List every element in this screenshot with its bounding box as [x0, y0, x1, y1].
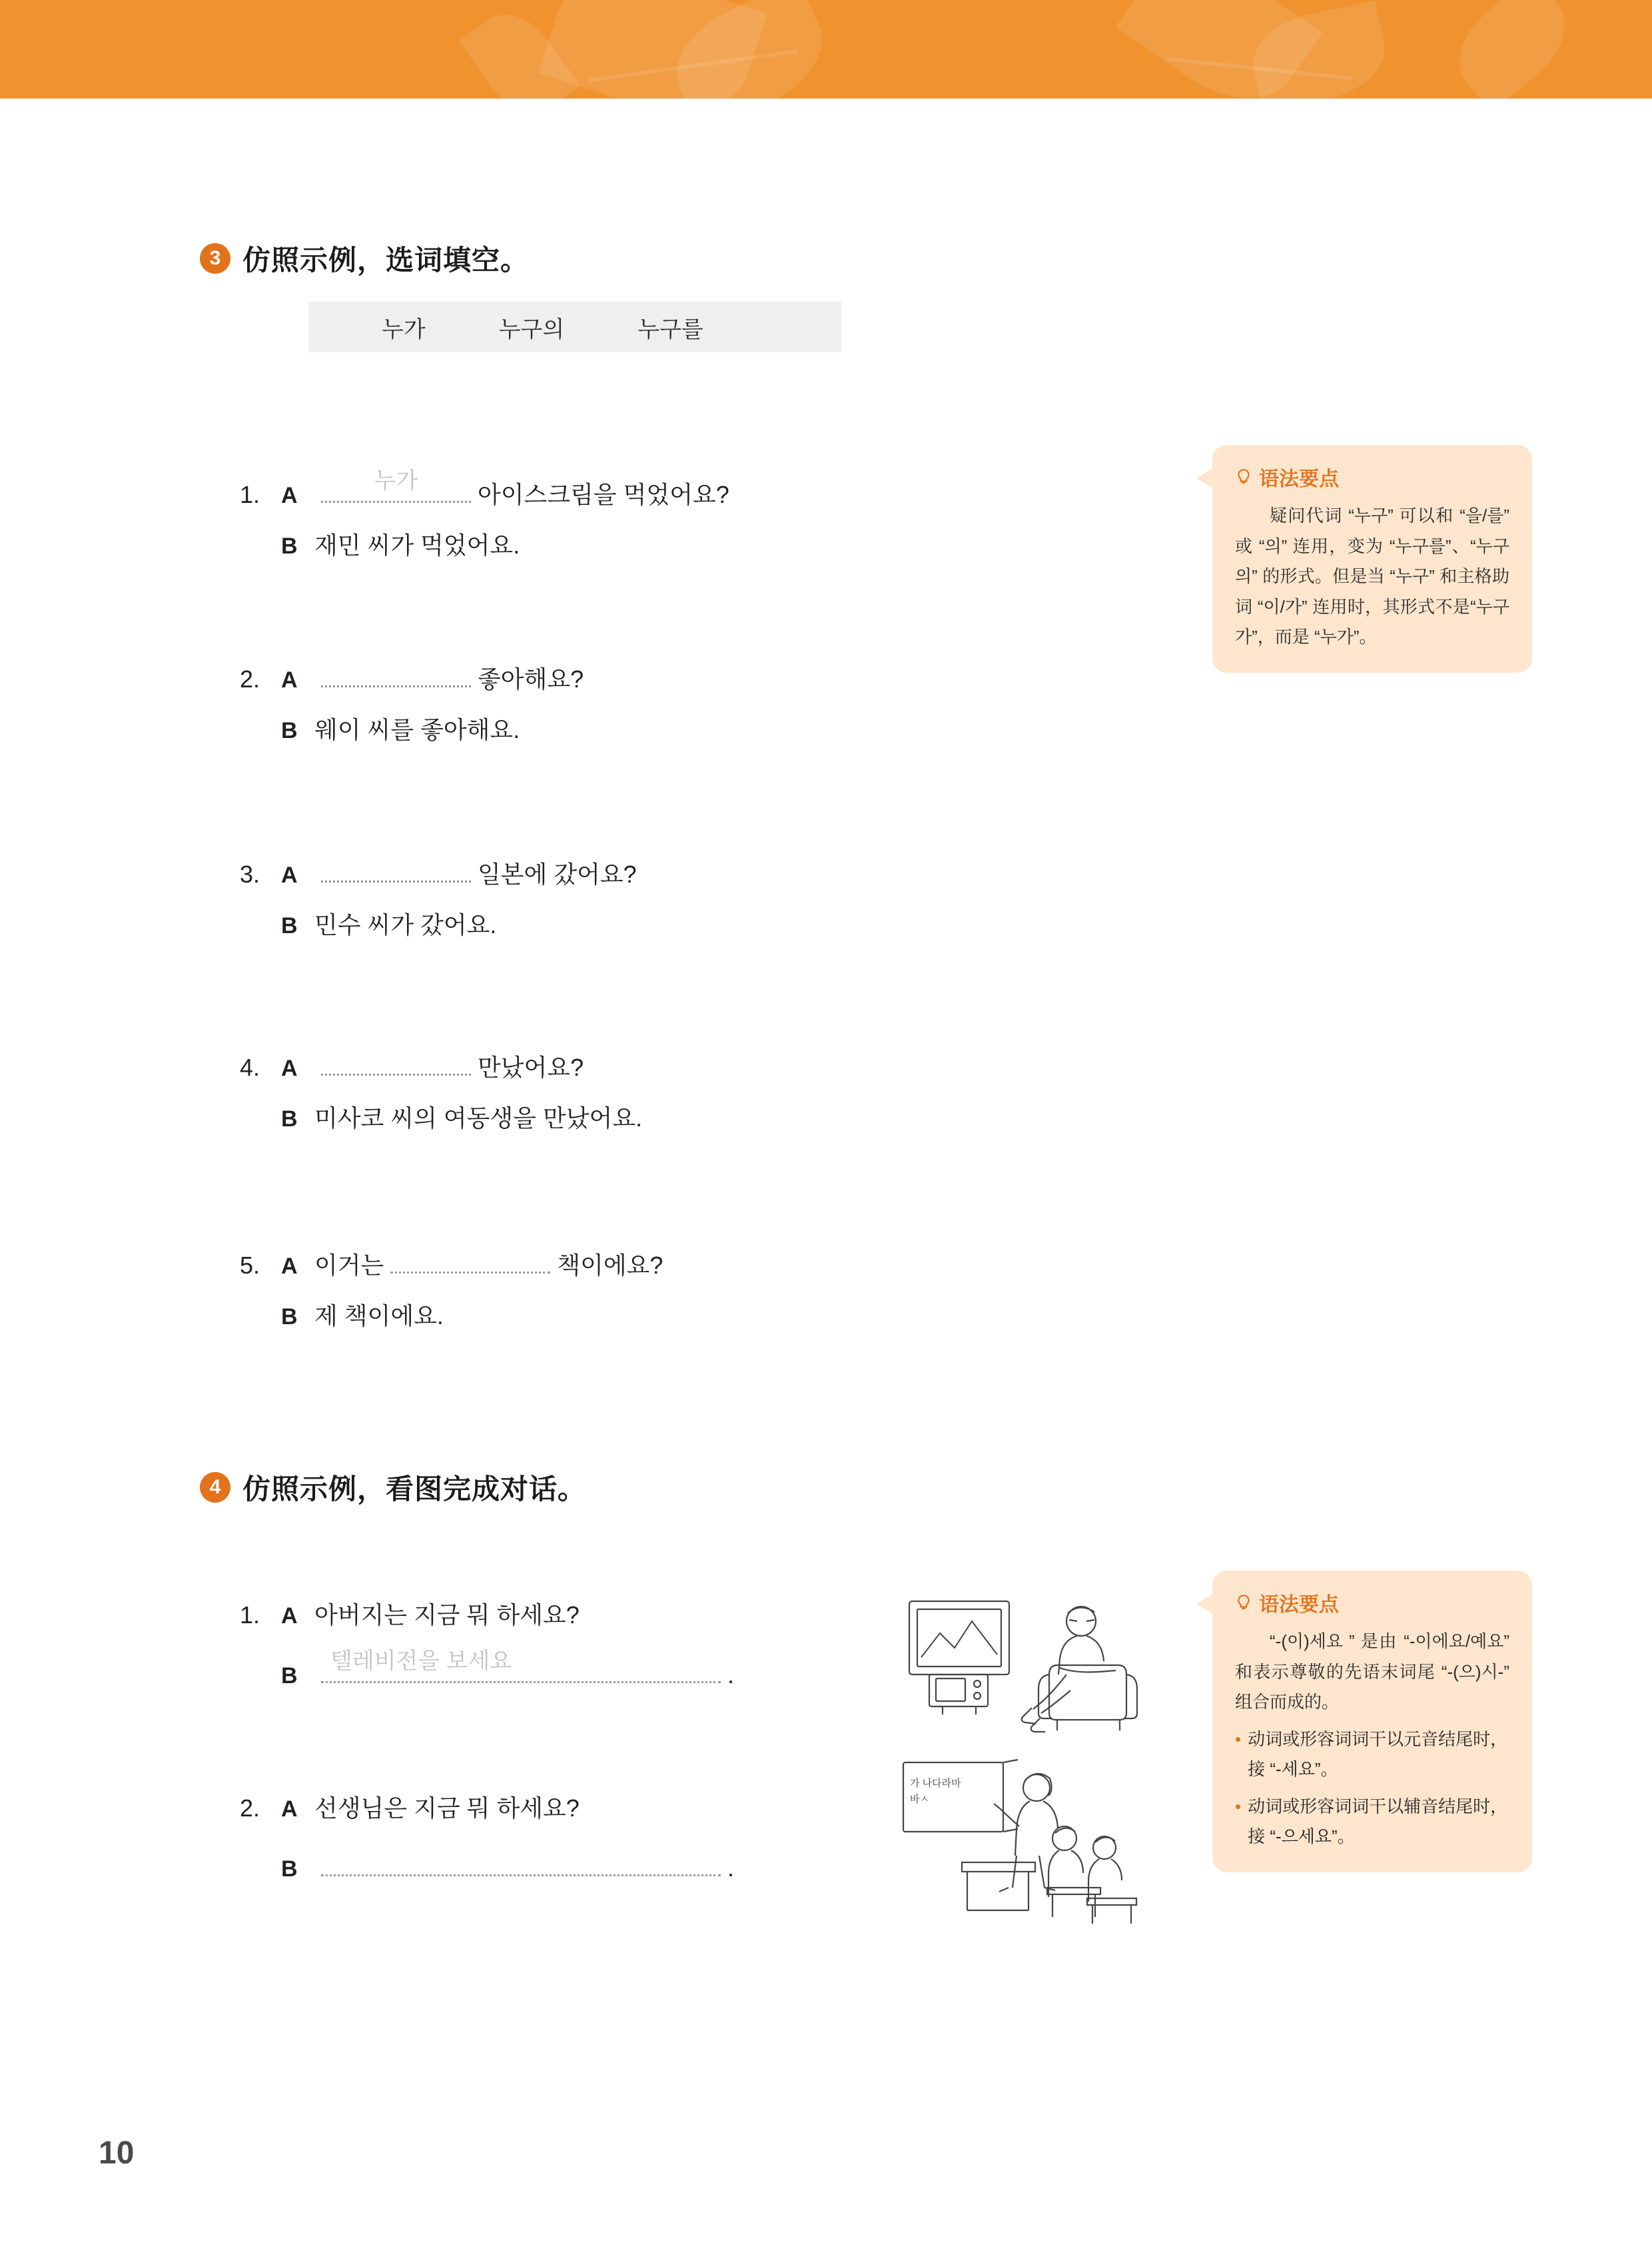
- grammar-bullet-item: [1235, 1792, 1509, 1852]
- section-number-badge: 4: [200, 1472, 230, 1503]
- exercise-line-b: [240, 712, 1239, 748]
- exercise-line-a: [240, 470, 1239, 513]
- exercise-item: [240, 1241, 1239, 1334]
- speaker-label-a: A: [281, 863, 298, 888]
- item-number: 4.: [240, 1054, 260, 1081]
- prompt-text: 아버지는 지금 뭐 하세요?: [314, 1601, 580, 1629]
- sentence-period: .: [727, 1854, 735, 1882]
- answer-blank[interactable]: [321, 850, 471, 883]
- exercise-line-b: [240, 1651, 906, 1693]
- word-bank-item: 누가: [382, 316, 426, 342]
- exercise-item: [240, 850, 1239, 943]
- sentence-period: .: [727, 1661, 735, 1688]
- answer-blank[interactable]: [321, 1651, 721, 1683]
- bullet-dot-icon: •: [1235, 1728, 1242, 1749]
- sample-answer-text: 누가: [374, 468, 418, 494]
- item-number: 2.: [240, 665, 260, 693]
- item-number: 2.: [240, 1794, 260, 1822]
- prompt-text: 선생님은 지금 뭐 하세요?: [314, 1794, 580, 1822]
- answer-blank[interactable]: [321, 655, 471, 687]
- response-text: 미사코 씨의 여동생을 만났어요.: [314, 1104, 643, 1132]
- prompt-text: 좋아해요?: [478, 665, 584, 693]
- item-number: 1.: [240, 481, 260, 508]
- grammar-bullet-item: [1235, 1724, 1509, 1785]
- item-number: 1.: [240, 1601, 260, 1629]
- svg-text:바ㅅ: 바ㅅ: [910, 1794, 929, 1805]
- grammar-bullet-text: 动词或形容词词干以元音结尾时，接 “-세요”。: [1248, 1728, 1508, 1779]
- grammar-callout-body: [1235, 1627, 1509, 1718]
- grammar-callout-text: 疑问代词 “누구” 可以和 “을/를” 或 “의” 连用，变为 “누구를”、“누구의” 的形式。但是当 “누구” 和主格助词 “이/가” 连用时，其形式不是“누구가”，而是 “누가”。: [1235, 506, 1509, 647]
- exercise-line-b: [240, 907, 1239, 943]
- speaker-label-a: A: [281, 1056, 298, 1081]
- response-text: 제 책이에요.: [314, 1302, 444, 1329]
- exercise-line-a: [240, 1790, 906, 1826]
- exercise-item: [240, 1043, 1239, 1136]
- exercise-line-a: [240, 655, 1239, 697]
- exercise-line-a: [240, 850, 1239, 893]
- bullet-dot-icon: •: [1235, 1796, 1242, 1816]
- exercise-line-b: [240, 1298, 1239, 1334]
- exercise-line-a: [240, 1043, 1239, 1086]
- grammar-callout-1: [1212, 445, 1532, 673]
- grammar-bullet-text: 动词或形容词词干以辅音结尾时，接 “-으세요”。: [1248, 1796, 1508, 1846]
- answer-blank[interactable]: [321, 470, 471, 503]
- response-text: 재민 씨가 먹었어요.: [314, 532, 520, 559]
- grammar-callout-text: “-(이)세요 ” 是由 “-이에요/예요” 和表示尊敬的先语末词尾 “-(으)시-” 组合而成的。: [1235, 1631, 1509, 1712]
- prompt-text: 일본에 갔어요?: [478, 861, 637, 888]
- exercise-item: [240, 470, 1239, 563]
- answer-blank[interactable]: [321, 1844, 721, 1876]
- grammar-callout-title: 语法要点: [1259, 468, 1339, 490]
- exercise-line-b: [240, 1844, 906, 1886]
- word-bank-item: 누구의: [498, 316, 565, 342]
- section-number-badge: 3: [200, 243, 230, 274]
- item-number: 3.: [240, 861, 260, 888]
- speaker-label-a: A: [281, 667, 298, 693]
- exercise-item: [240, 1790, 906, 1886]
- prompt-text: 만났어요?: [478, 1054, 584, 1081]
- speaker-label-b: B: [281, 534, 298, 559]
- section-title: 仿照示例，看图完成对话。: [242, 1473, 587, 1505]
- speaker-label-a: A: [281, 1254, 298, 1279]
- prompt-prefix-text: 이거는: [314, 1252, 384, 1279]
- grammar-callout-title-row: [1235, 462, 1509, 492]
- teacher-at-blackboard-with-students-illustration: [893, 1757, 1159, 1930]
- prompt-text: 책이에요?: [557, 1252, 663, 1279]
- grammar-callout-title-row: [1235, 1588, 1509, 1617]
- section-heading-3: [200, 238, 529, 278]
- word-bank-item: 누구를: [637, 316, 703, 342]
- grammar-callout-title: 语法要点: [1259, 1594, 1339, 1616]
- answer-blank[interactable]: [390, 1241, 550, 1274]
- response-text: 민수 씨가 갔어요.: [314, 911, 497, 938]
- section-heading-4: [200, 1467, 586, 1507]
- speaker-label-b: B: [281, 1663, 298, 1688]
- page-content: [0, 99, 1652, 2242]
- tv-and-man-in-armchair-illustration: [903, 1591, 1156, 1747]
- speaker-label-b: B: [281, 1856, 298, 1882]
- exercise-line-b: [240, 1100, 1239, 1136]
- answer-blank[interactable]: [321, 1043, 471, 1076]
- header-decorative-band: [0, 0, 1652, 99]
- sample-answer-text: 텔레비전을 보세요: [330, 1649, 512, 1674]
- exercise-item: [240, 1597, 906, 1693]
- exercise-line-a: [240, 1597, 906, 1633]
- exercise-line-a: [240, 1241, 1239, 1284]
- word-bank: [308, 302, 841, 352]
- grammar-callout-2: [1212, 1571, 1532, 1872]
- item-number: 5.: [240, 1252, 260, 1279]
- speaker-label-b: B: [281, 1304, 298, 1329]
- speaker-label-a: A: [281, 1603, 298, 1629]
- speaker-label-a: A: [281, 1796, 298, 1822]
- exercise-item: [240, 655, 1239, 748]
- prompt-text: 아이스크림을 먹었어요?: [478, 481, 729, 508]
- section-title: 仿照示例，选词填空。: [242, 244, 530, 276]
- leaf-ornament-icon: [1440, 0, 1583, 99]
- lightbulb-icon: [1235, 468, 1252, 486]
- speaker-label-b: B: [281, 1106, 298, 1132]
- page-number: 10: [99, 2135, 135, 2171]
- speaker-label-a: A: [281, 483, 298, 508]
- svg-text:가 나다라마: 가 나다라마: [910, 1778, 961, 1789]
- grammar-callout-body: [1235, 501, 1509, 653]
- speaker-label-b: B: [281, 718, 298, 743]
- response-text: 웨이 씨를 좋아해요.: [314, 716, 520, 743]
- lightbulb-icon: [1235, 1594, 1252, 1611]
- speaker-label-b: B: [281, 913, 298, 938]
- exercise-line-b: [240, 528, 1239, 563]
